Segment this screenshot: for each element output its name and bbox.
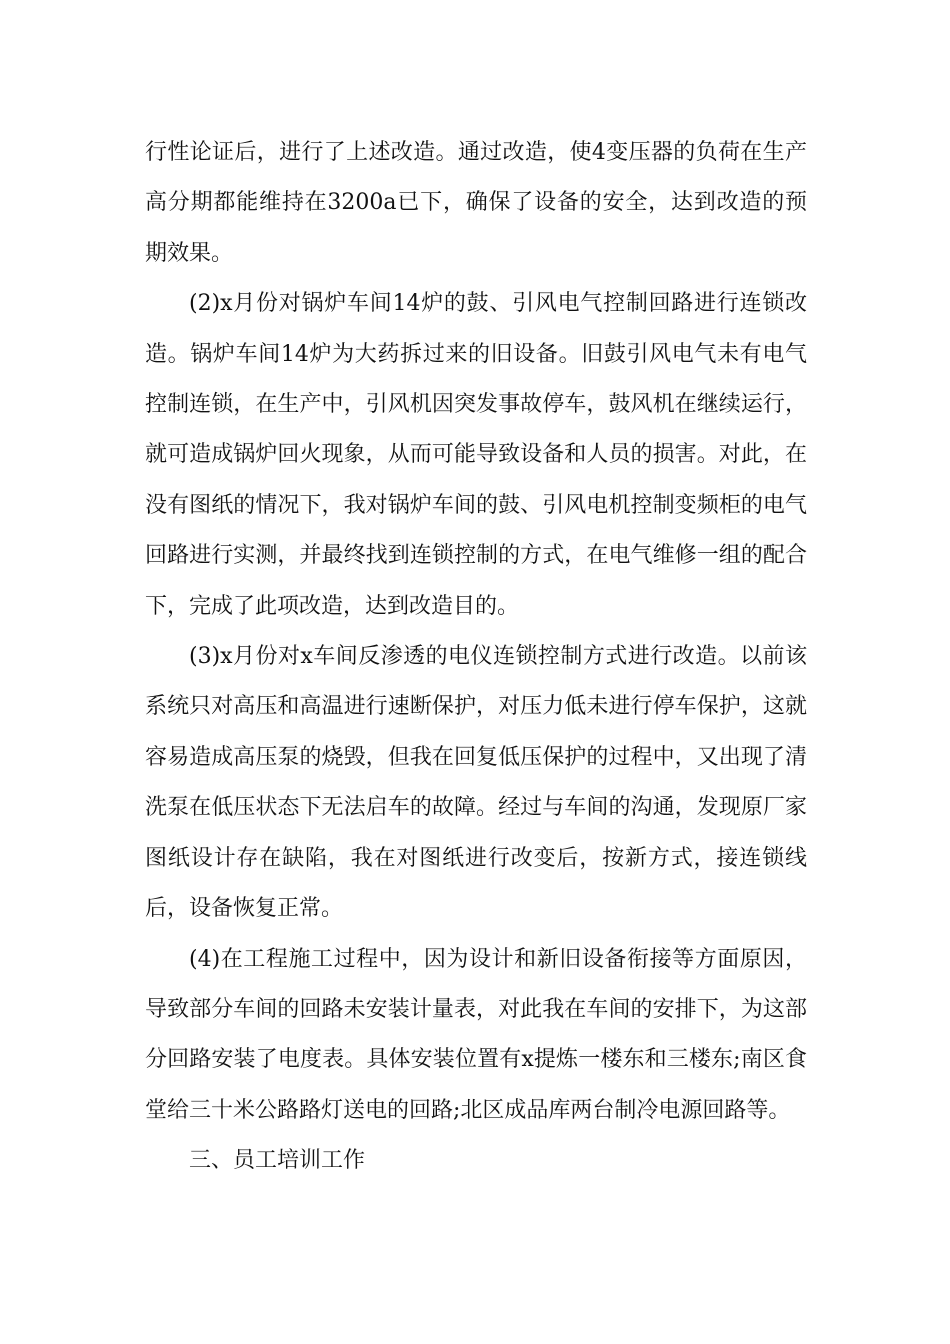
paragraph-item-3: (3)x月份对x车间反渗透的电仪连锁控制方式进行改造。以前该系统只对高压和高温进行速断保护，对压力低未进行停车保护，这就容易造成高压泵的烧毁，但我在回复低压保护的过程中，又出现了清洗泵在低压状态下无法启车的故障。经过与车间的沟通，发现原厂家图纸设计存在缺陷，我在对图纸进行改变后，按新方式，接连锁线后，设备恢复正常。 — [145, 644, 807, 922]
paragraph-continuation: 行性论证后，进行了上述改造。通过改造，使4变压器的负荷在生产高分期都能维持在3200a已下，确保了设备的安全，达到改造的预期效果。 — [145, 140, 807, 266]
paragraph-item-4: (4)在工程施工过程中，因为设计和新旧设备衔接等方面原因，导致部分车间的回路未安装计量表，对此我在车间的安排下，为这部分回路安装了电度表。具体安装位置有x提炼一楼东和三楼东;南区食堂给三十米公路路灯送电的回路;北区成品库两台制冷电源回路等。 — [145, 946, 807, 1123]
document-body — [145, 128, 807, 1187]
section-heading: 三、员工培训工作 — [189, 1148, 366, 1174]
paragraph-item-2: (2)x月份对锅炉车间14炉的鼓、引风电气控制回路进行连锁改造。锅炉车间14炉为大药拆过来的旧设备。旧鼓引风电气未有电气控制连锁，在生产中，引风机因突发事故停车，鼓风机在继续运行，就可造成锅炉回火现象，从而可能导致设备和人员的损害。对此，在没有图纸的情况下，我对锅炉车间的鼓、引风电机控制变频柜的电气回路进行实测，并最终找到连锁控制的方式，在电气维修一组的配合下，完成了此项改造，达到改造目的。 — [145, 291, 807, 619]
